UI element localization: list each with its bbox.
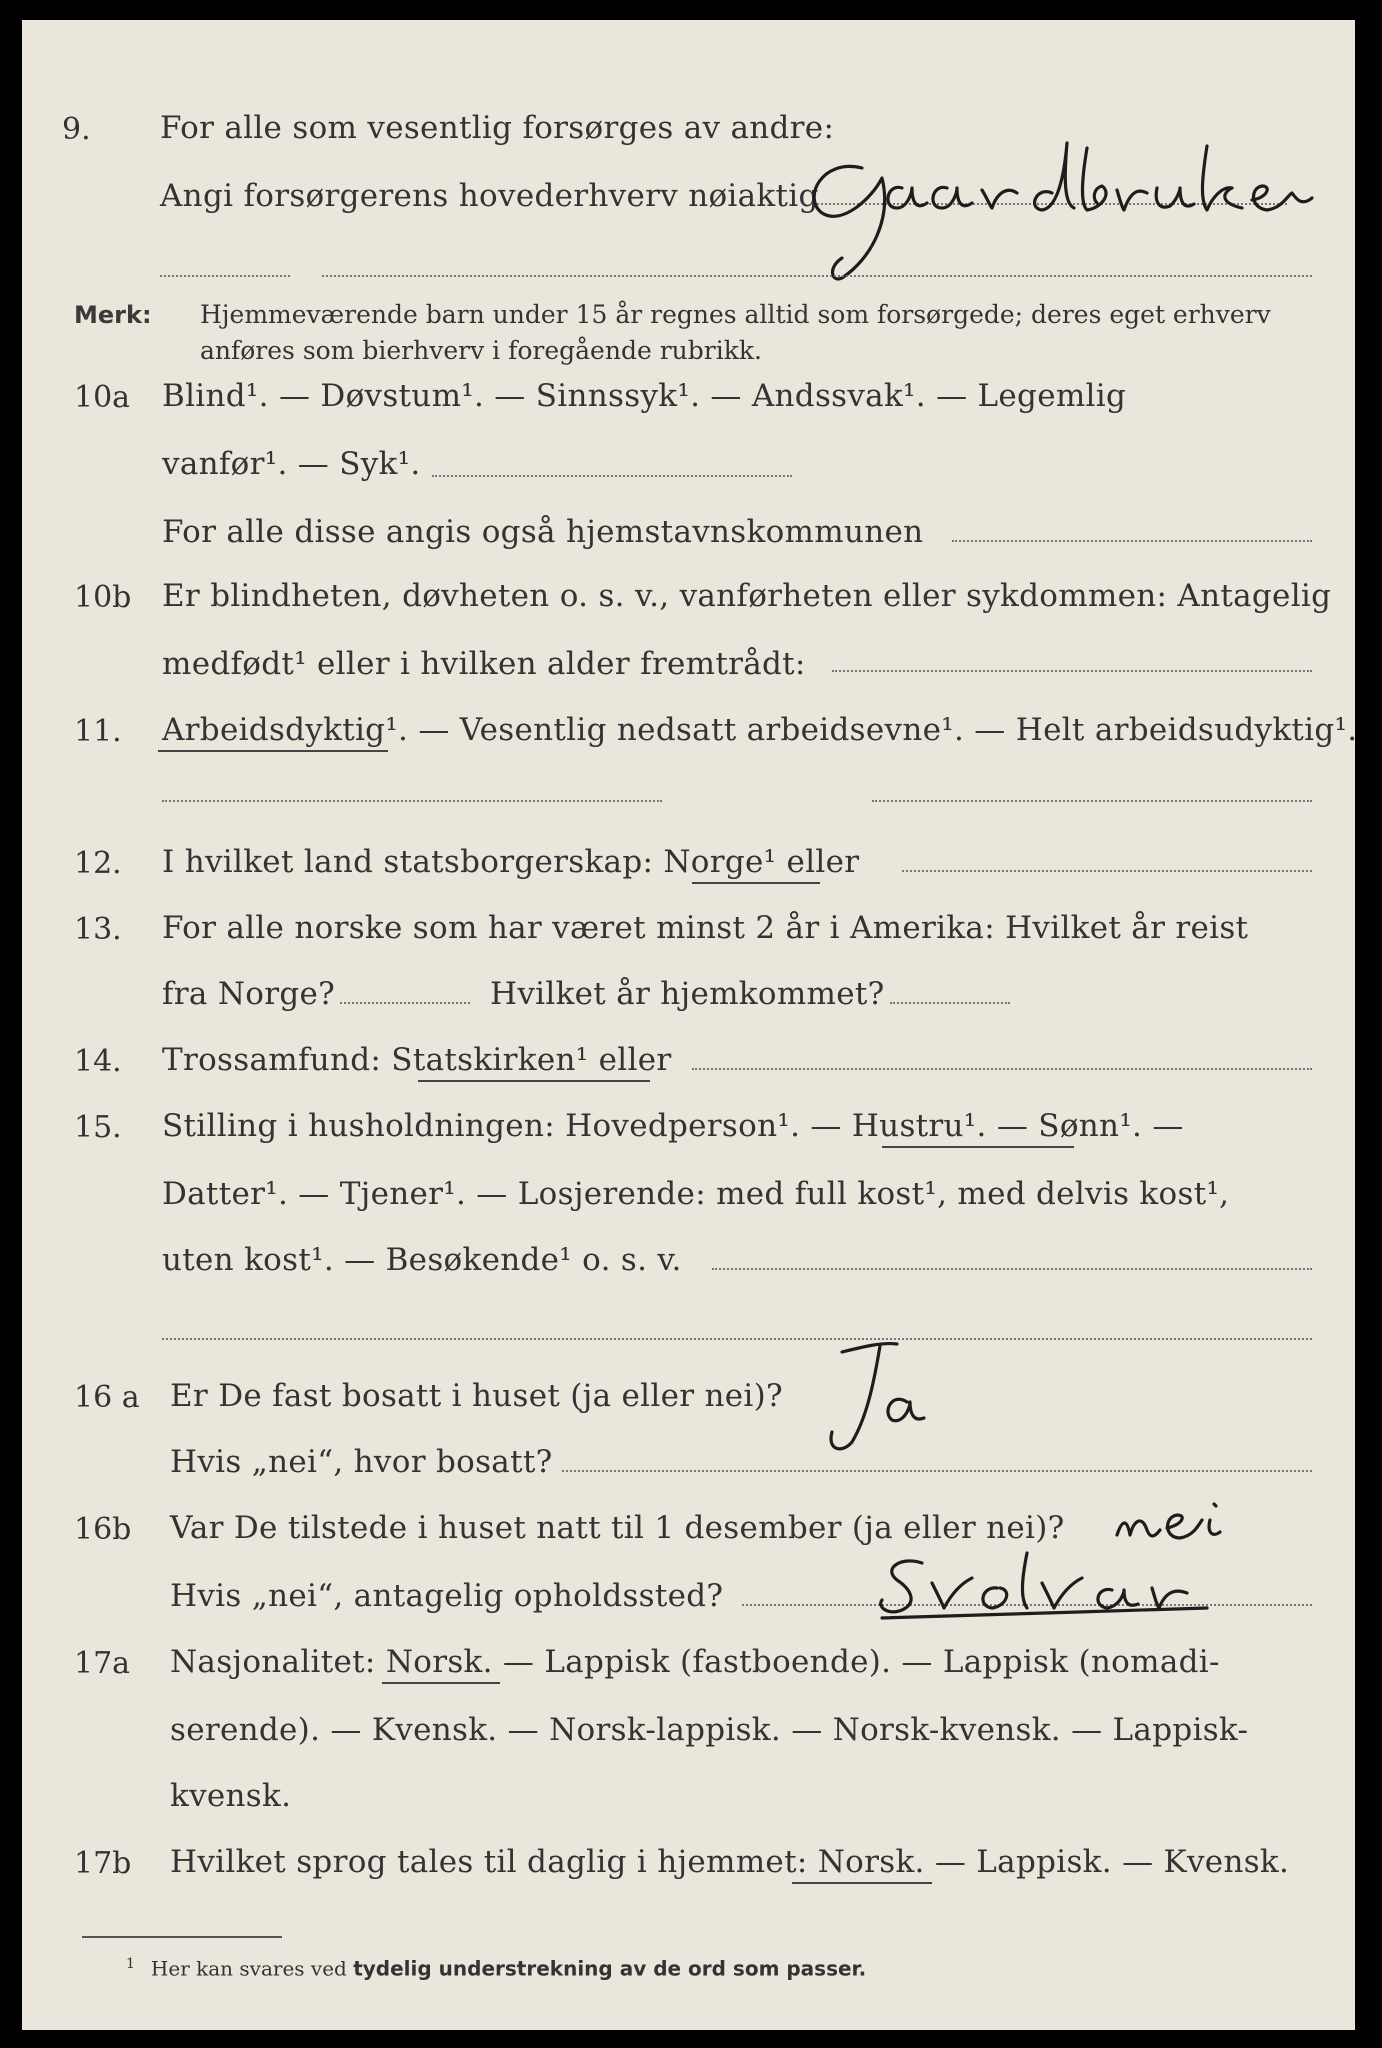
q9-handwritten-answer bbox=[802, 138, 1322, 288]
footnote bbox=[126, 1956, 866, 1981]
q15-line3: uten kost¹. — Besøkende¹ o. s. v. bbox=[162, 1242, 682, 1278]
q14-line1: Trossamfund: Statskirken¹ eller bbox=[162, 1042, 672, 1078]
q10a-line3-answer-line bbox=[952, 540, 1312, 542]
merk-line1: Hjemmeværende barn under 15 år regnes alltid som forsørgede; deres eget erhverv bbox=[200, 300, 1271, 329]
q10b-answer-line bbox=[832, 670, 1312, 672]
q12-line1: I hvilket land statsborgerskap: Norge¹ eller bbox=[162, 844, 860, 880]
q15-line2: Datter¹. — Tjener¹. — Losjerende: med full kost¹, med delvis kost¹, bbox=[162, 1176, 1230, 1212]
q9-line1: For alle som vesentlig forsørges av andre: bbox=[160, 110, 835, 146]
q17b-number: 17b bbox=[74, 1846, 132, 1881]
q12-answer-line bbox=[902, 870, 1312, 872]
q15-extra-line bbox=[162, 1338, 1312, 1340]
q14-underline-statskirken bbox=[418, 1080, 650, 1082]
census-form-page bbox=[22, 20, 1358, 2030]
footnote-text: Her kan svares ved bbox=[150, 1956, 347, 1981]
q16b-number: 16b bbox=[74, 1512, 132, 1547]
q17b-line1: Hvilket sprog tales til daglig i hjemmet: Norsk. — Lappisk. — Kvensk. bbox=[170, 1844, 1290, 1880]
footnote-bold-text: tydelig understrekning av de ord som passer. bbox=[353, 1956, 867, 1981]
merk-label: Merk: bbox=[74, 301, 152, 329]
q17a-underline-norsk bbox=[382, 1682, 500, 1684]
q15-line1: Stilling i husholdningen: Hovedperson¹. — Hustru¹. — Sønn¹. — bbox=[162, 1108, 1184, 1144]
merk-line2: anføres som bierhverv i foregående rubrikk. bbox=[200, 336, 762, 365]
q16a-line1: Er De fast bosatt i huset (ja eller nei)? bbox=[170, 1378, 783, 1414]
q16b-handwritten-answer-2 bbox=[862, 1548, 1222, 1628]
q16b-line2: Hvis „nei“, antagelig opholdssted? bbox=[170, 1578, 724, 1614]
q11-extra-line-1 bbox=[162, 800, 662, 802]
q10a-line2: vanfør¹. — Syk¹. bbox=[162, 446, 421, 482]
q13-line2a: fra Norge? bbox=[162, 976, 336, 1012]
q10b-number: 10b bbox=[74, 580, 132, 615]
q10a-line2-answer-line bbox=[432, 475, 792, 477]
q12-number: 12. bbox=[74, 846, 122, 881]
q11-extra-line-2 bbox=[872, 800, 1312, 802]
q10a-number: 10a bbox=[74, 380, 131, 415]
q16b-line1: Var De tilstede i huset natt til 1 desember (ja eller nei)? bbox=[170, 1510, 1065, 1546]
footnote-rule bbox=[82, 1936, 282, 1938]
q16a-line2: Hvis „nei“, hvor bosatt? bbox=[170, 1444, 553, 1480]
q16a-number: 16 a bbox=[74, 1380, 140, 1415]
q9-extra-line-2 bbox=[322, 275, 1312, 277]
q11-underline-arbeidsdyktig bbox=[158, 750, 388, 752]
q11-number: 11. bbox=[74, 714, 122, 749]
q13-line2b: Hvilket år hjemkommet? bbox=[490, 976, 885, 1012]
q16a-answer-line bbox=[562, 1470, 1312, 1472]
footnote-mark: 1 bbox=[126, 1956, 135, 1972]
q13-number: 13. bbox=[74, 912, 122, 947]
q17a-line3: kvensk. bbox=[170, 1778, 292, 1814]
q15-underline-hustru bbox=[882, 1146, 1074, 1148]
q15-answer-line bbox=[712, 1268, 1312, 1270]
q12-underline-norge bbox=[692, 882, 820, 884]
q10b-line1: Er blindheten, døvheten o. s. v., vanførheten eller sykdommen: Antagelig bbox=[162, 578, 1332, 614]
q15-number: 15. bbox=[74, 1110, 122, 1145]
q13-line1: For alle norske som har været minst 2 år i Amerika: Hvilket år reist bbox=[162, 910, 1249, 946]
q17a-line2: serende). — Kvensk. — Norsk-lappisk. — Norsk-kvensk. — Lappisk- bbox=[170, 1712, 1249, 1748]
q10a-line1: Blind¹. — Døvstum¹. — Sinnssyk¹. — Andssvak¹. — Legemlig bbox=[162, 378, 1127, 414]
q14-number: 14. bbox=[74, 1044, 122, 1079]
q17a-line1: Nasjonalitet: Norsk. — Lappisk (fastboende). — Lappisk (nomadi- bbox=[170, 1644, 1220, 1680]
q17b-underline-norsk bbox=[792, 1882, 932, 1884]
q10a-line3: For alle disse angis også hjemstavnskommunen bbox=[162, 514, 924, 550]
q16a-handwritten-answer bbox=[792, 1332, 942, 1462]
q11-line1: Arbeidsdyktig¹. — Vesentlig nedsatt arbeidsevne¹. — Helt arbeidsudyktig¹. bbox=[162, 712, 1358, 748]
q9-extra-line-1 bbox=[160, 275, 290, 277]
q9-line2: Angi forsørgerens hovederhverv nøiaktig bbox=[160, 178, 819, 214]
q13-reist-answer-line bbox=[340, 1002, 470, 1004]
q9-number: 9. bbox=[62, 112, 91, 147]
q17a-number: 17a bbox=[74, 1646, 131, 1681]
q14-answer-line bbox=[692, 1068, 1312, 1070]
q10b-line2: medfødt¹ eller i hvilken alder fremtrådt: bbox=[162, 646, 806, 682]
q13-hjemkommet-answer-line bbox=[890, 1002, 1010, 1004]
